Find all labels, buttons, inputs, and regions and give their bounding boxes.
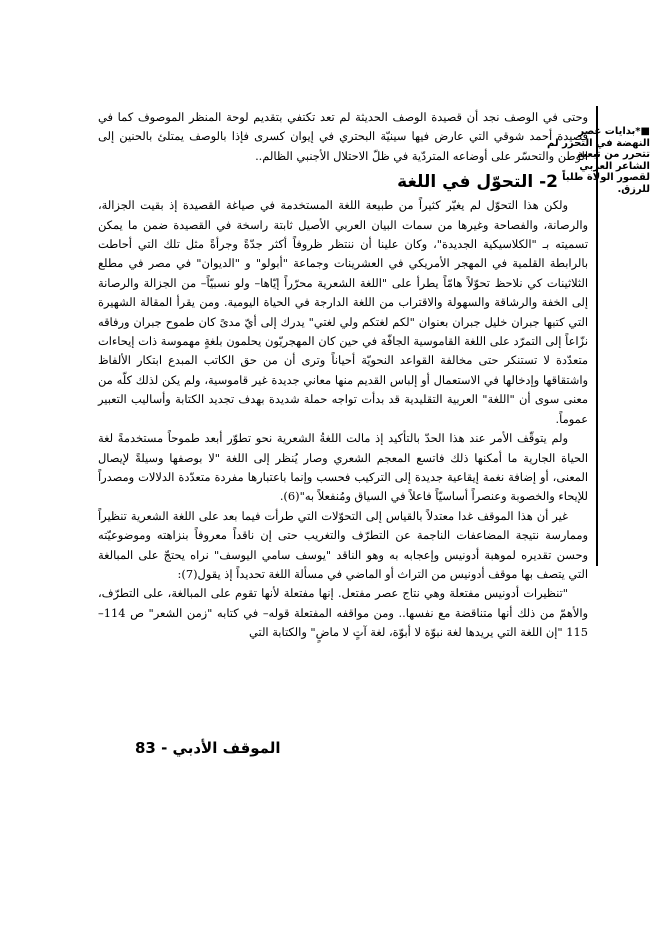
quote-paragraph: "تنظيرات أدونيس مفتعلة وهي نتاج عصر مفتعل. إنها مفتعلة لأنها تقوم على المبالغة، على التطرّف، والأهمّ من ذلك أنها متناقضة مع نفسها.. ومن مواقفه المفتعلة قوله– في كتابه "زمن الشعر" ص 114–115 "إن اللغة التي يريدها لغة نبوّة لا أبوّة، لغة آتٍ لا ماضٍ" والكتابة التي	[98, 586, 588, 640]
bullet-icon: ■	[640, 126, 650, 137]
paragraph: وحتى في الوصف نجد أن قصيدة الوصف الحديثة لم تعد تكتفي بتقديم لوحة المنظر الموصوف كما في قصيدة أحمد شوقي التي عارض فيها سينيّة البحتري في إيوان كسرى فإذا بالوصف يمتلئ بالحنين إلى الوطن والتحسّر على أوضاعه المتردّية في ظلّ الاحتلال الأجنبي الظالم..	[98, 110, 588, 163]
article-body	[98, 108, 588, 643]
margin-note-text: *بدايات عصر النهضة في التحرر لم تتحرر من تبعية الشاعر العربي لقصور الولاة طلباً للرزق.	[547, 126, 650, 195]
paragraph: غير أن هذا الموقف غدا معتدلاً بالقياس إلى التحوّلات التي طرأت فيما بعد على اللغة الشعرية تنظيراً وممارسة نتيجة المضاعفات الناجمة عن التطرّف والتغريب حتى إن ناقداً معروفاً بنزاهته وموضوعيّته وحسن تقديره لموهبة أدونيس وإعجابه به وهو الناقد "يوسف سامي اليوسف" نراه يحتجّ على المبالغة التي يتصف بها موقف أدونيس من التراث أو الماضي في مسألة اللغة تحديداً إذ يقول(7):	[98, 508, 588, 581]
paragraph: ولكن هذا التحوّل لم يغيّر كثيراً من طبيعة اللغة المستخدمة في صياغة القصيدة إذ بقيت الجزالة، والرصانة، والفصاحة وغيرها من سمات البيان العربي الأصيل ثابتة راسخة في القصيدة ضمن ما يمكن تسميته بـ "الكلاسيكية الجديدة"، وكان علينا أن ننتظر ظروفاً أكثر جدّةً وجرأةً مثل تلك التي أحاطت بالرابطة القلمية في المهجر الأمريكي في العشرينات وجماعة "أبولو" و "الديوان" في مصر في مطلع الثلاثينات كي نلاحظ تحوّلاً هامّاً يطرأ على "اللغة الشعرية محرّراً إيّاها– ولو نسبيّاً– من الجزالة والرصانة إلى الخفة والرشاقة والسهولة والاقتراب من اللغة الدارجة في الحياة اليومية. ومن يقرأ المقالة الشهيرة التي كتبها جبران خليل جبران بعنوان "لكم لغتكم ولي لغتي" يدرك إلى أيّ مدىً كان طموح جبران ورفاقه نزّاعاً إلى التمرّد على اللغة القاموسية الجافّة في حين كان المهجريّون يحلمون بلغةٍ مهموسة ذات إيحاءات متعدّدة لا تستنكر حتى مخالفة القواعد النحويّة أحياناً وترى أن من حق الكاتب المبدع ابتكار الألفاظ واشتقاقها وإدخالها في الاستعمال أو إلباس القديم منها معاني جديدة غير قاموسية، ولم يكن لذلك كلّه من معنى سوى أن "اللغة" العربية التقليدية قد بدأت تواجه حملة شديدة بهدف تجديد الكتابة وأساليب التعبير عموماً.	[98, 198, 588, 426]
page-footer: الموقف الأدبي - 83	[135, 739, 281, 757]
paragraph: ولم يتوقّف الأمر عند هذا الحدّ بالتأكيد إذ مالت اللغةُ الشعرية نحو تطوّر أبعد طموحاً مستخدمةً لغة الحياة الجارية ما أمكنها ذلك فاتسع المعجم الشعري وصار يُنظر إلى اللغة "لا بوصفها وسيلةً لإيصال المعنى، أو إضافة نغمة إيقاعية جديدة إلى التركيب فحسب وإنما باعتبارها مفردة متعدّدة الدلالات ومصدراً للإيحاء والخصوبة وعنصراً أساسيّاً فاعلاً في السياق ومُنفعلاً به"(6).	[98, 431, 588, 504]
section-heading: 2- التحوّل في اللغة	[397, 172, 558, 193]
